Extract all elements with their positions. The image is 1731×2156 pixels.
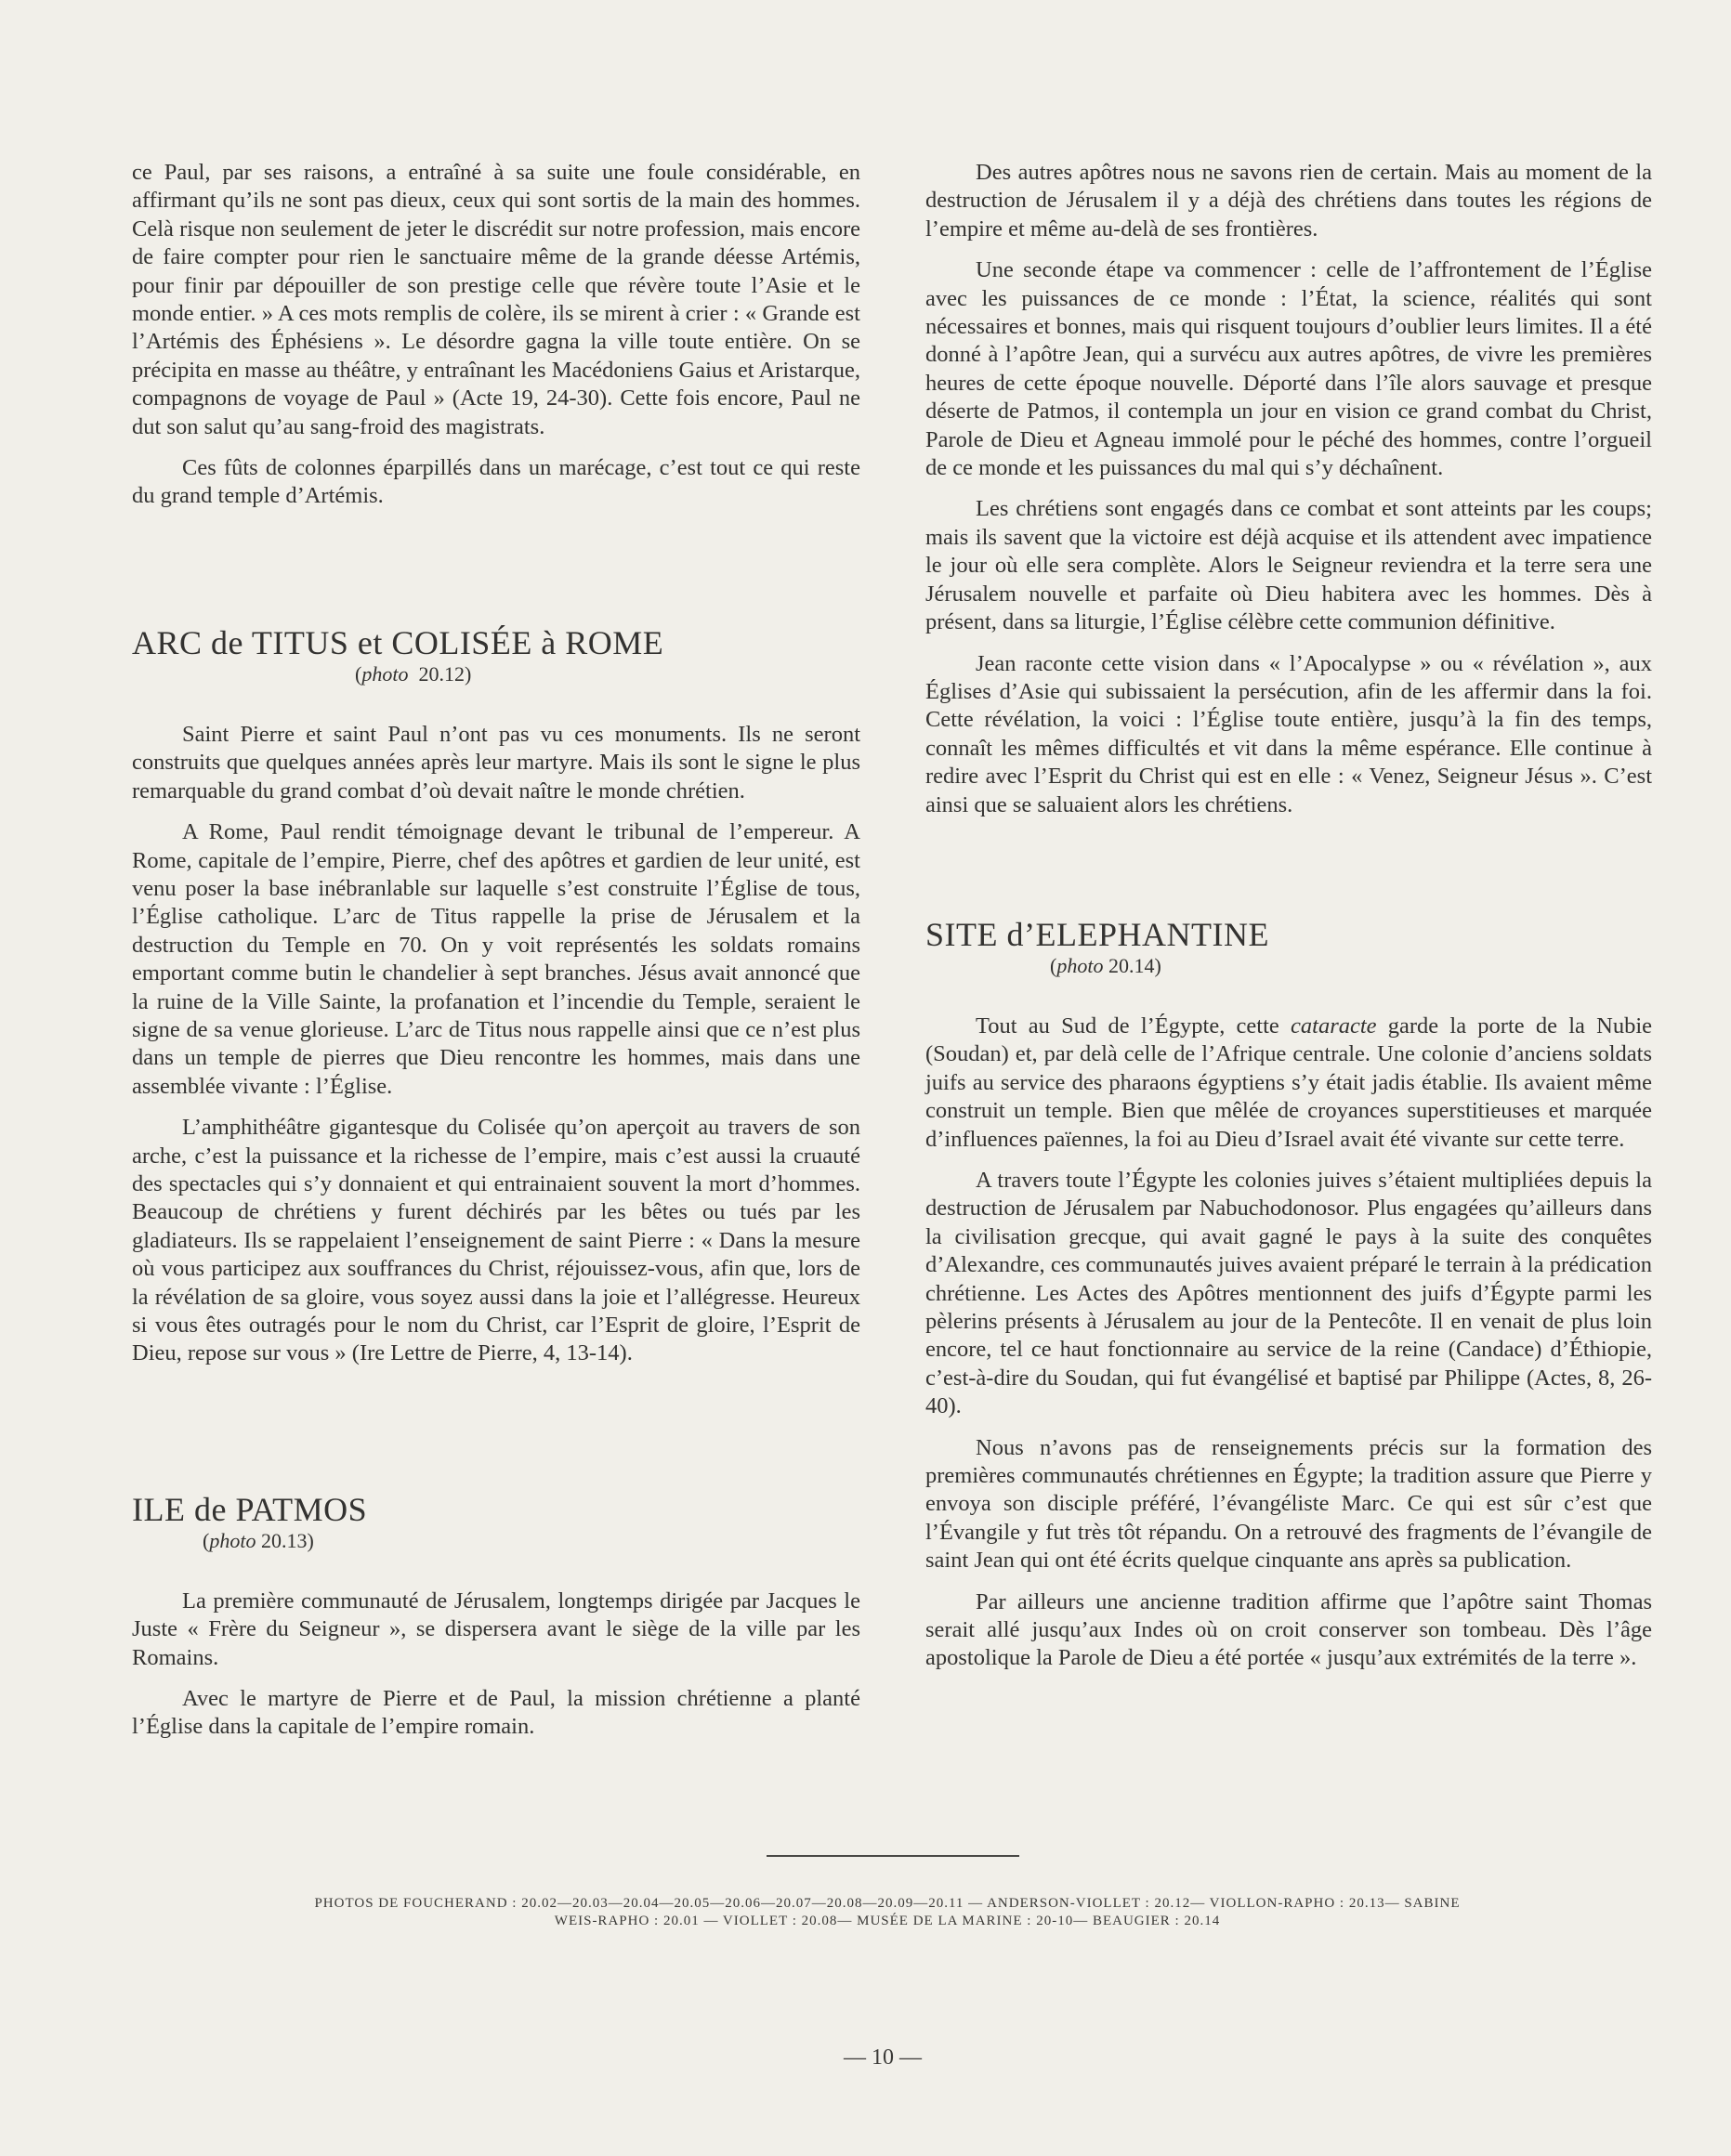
body-paragraph: L’amphithéâtre gigantesque du Colisée qu’on aperçoit au travers de son arche, c’est la puissance et la richesse de l’empire, mais c’est aussi la cruauté des spectacles qui s’y donnaient et qui entrainaient souvent la mort d’hommes. Beaucoup de chrétiens y furent déchirés par les bêtes ou tués par les gladiateurs. Ils se rappelaient l’enseignement de saint Pierre : « Dans la mesure où vous participez aux souffrances du Christ, réjouissez-vous, afin que, lors de la révélation de sa gloire, vous soyez aussi dans la joie et l’allégresse. Heureux si vous êtes outragés pour le nom du Christ, car l’Esprit de gloire, l’Esprit de Dieu, repose sur vous » (Ire Lettre de Pierre, 4, 13-14). [132,1115,860,1366]
credits-line: PHOTOS DE FOUCHERAND : 20.02—20.03—20.04—20.05—20.06—20.07—20.08—20.09—20.11 — ANDERSON-VIOLLET : 20.12— VIOLLON-RAPHO : 20.13— SABINE [314,1896,1461,1911]
photo-reference: (photo 20.14) [1050,953,1161,977]
body-paragraph: Des autres apôtres nous ne savons rien de certain. Mais au moment de la destruction de Jérusalem il y a déjà des chrétiens dans toutes les régions de l’empire et même au-delà de ses frontières. [925,160,1652,242]
page-number: — 10 — [844,2045,922,2070]
footer-rule [767,1855,1019,1857]
italic-term: cataracte [1291,1013,1377,1039]
photo-credits [158,1895,1617,1930]
section-title-elephantine: SITE d’ELEPHANTINE [925,915,1269,953]
right-column [925,159,1652,1686]
body-paragraph [925,1013,1652,1154]
body-paragraph: La première communauté de Jérusalem, longtemps dirigée par Jacques le Juste « Frère du Seigneur », se dispersera avant le siège de la ville par les Romains. [132,1588,860,1670]
photo-number: 20.13 [260,1528,308,1552]
photo-label: photo [209,1528,256,1552]
body-paragraph: Avec le martyre de Pierre et de Paul, la mission chrétienne a planté l’Église dans la capitale de l’empire romain. [132,1686,860,1740]
credits-line: WEIS-RAPHO : 20.01 — VIOLLET : 20.08— MUSÉE DE LA MARINE : 20-10— BEAUGIER : 20.14 [554,1914,1221,1928]
text-run: garde la porte de la Nubie (Soudan) et, par delà celle de l’Afrique centrale. Une colonie d’anciens soldats juifs au service des pharaons égyptiens s’y était jadis établie. Ils avaient même construit un temple. Bien que mêlée de croyances superstitieuses et marquée d’influences païennes, la foi au Dieu d’Israel avait été vivante sur cette terre. [925,1013,1652,1152]
section-title-patmos: ILE de PATMOS [132,1490,368,1528]
body-paragraph: Saint Pierre et saint Paul n’ont pas vu ces monuments. Ils ne seront construits que quelques années après leur martyre. Mais ils sont le signe le plus remarquable du grand combat d’où devait naître le monde chrétien. [132,721,860,804]
body-paragraph: Nous n’avons pas de renseignements précis sur la formation des premières communautés chrétiennes en Égypte; la tradition assure que Pierre y envoya son disciple préféré, l’évangéliste Marc. Ce qui est sûr c’est que l’Évangile y fut très tôt répandu. On a retrouvé des fragments de l’évangile de saint Jean qui ont été écrits quelque cinquante ans après sa publication. [925,1434,1652,1574]
body-paragraph: A travers toute l’Égypte les colonies juives s’étaient multipliées depuis la destruction de Jérusalem par Nabuchodonosor. Plus engagées qu’ailleurs dans la civilisation grecque, qui avait gagné le pays à la suite des conquêtes d’Alexandre, ces communautés juives avaient préparé le terrain à la prédication chrétienne. Les Actes des Apôtres mentionnent des juifs d’Égypte parmi les pèlerins présents à Jérusalem au jour de la Pentecôte. Il en venait de plus loin encore, tel ce haut fonctionnaire au service de la reine (Candace) d’Éthiopie, c’est-à-dire du Soudan, qui fut évangélisé et baptisé par Philippe (Actes, 8, 26-40). [925,1167,1652,1419]
body-paragraph: A Rome, Paul rendit témoignage devant le tribunal de l’empereur. A Rome, capitale de l’empire, Pierre, chef des apôtres et gardien de leur unité, est venu poser la base inébranlable sur laquelle s’est construite l’Église de tous, l’Église catholique. L’arc de Titus rappelle la prise de Jérusalem et la destruction du Temple en 70. On y voit représentés les soldats romains emportant comme butin le chandelier à sept branches. Jésus avait annoncé que la ruine de la Ville Sainte, la profanation et l’incendie du Temple, seraient le signe de sa venue glorieuse. L’arc de Titus nous rappelle ainsi que ce n’est plus dans un temple de pierres que Dieu rencontre les hommes, mais dans une assemblée vivante : l’Église. [132,819,860,1099]
body-paragraph: Jean raconte cette vision dans « l’Apocalypse » ou « révélation », aux Églises d’Asie qui subissaient la persécution, afin de les affermir dans la foi. Cette révélation, la voici : l’Église toute entière, jusqu’à la fin des temps, connaît les mêmes difficultés et vit dans la même espérance. Elle continue à redire avec l’Esprit du Christ qui est en elle : « Venez, Seigneur Jésus ». C’est ainsi que se saluaient alors les chrétiens. [925,650,1652,817]
body-paragraph: Ces fûts de colonnes éparpillés dans un marécage, c’est tout ce qui reste du grand temple d’Artémis. [132,455,860,509]
photo-number: 20.14 [1108,953,1155,977]
photo-label: photo [361,661,409,686]
photo-reference: (photo 20.12) [355,661,472,686]
text-run: Tout au Sud de l’Égypte, cette [976,1013,1292,1039]
body-paragraph: Par ailleurs une ancienne tradition affirme que l’apôtre saint Thomas serait allé jusqu’aux Indes où on croit conserver son tombeau. Dès l’âge apostolique la Parole de Dieu a été portée « jusqu’aux extrémités de la terre ». [925,1588,1652,1671]
photo-reference: (photo 20.13) [203,1528,314,1552]
section-title-titus: ARC de TITUS et COLISÉE à ROME [132,623,664,661]
body-paragraph: ce Paul, par ses raisons, a entraîné à sa suite une foule considérable, en affirmant qu’ils ne sont pas dieux, ceux qui sont sortis de la main des hommes. Celà risque non seulement de jeter le discrédit sur notre profession, mais encore de faire compter pour rien le sanctuaire même de la grande déesse Artémis, pour finir par dépouiller de son prestige celle que révère toute l’Asie et le monde entier. » A ces mots remplis de colère, ils se mirent à crier : « Grande est l’Artémis des Éphésiens ». Le désordre gagna la ville toute entière. On se précipita en masse au théâtre, y entraînant les Macédoniens Gaius et Aristarque, compagnons de voyage de Paul » (Acte 19, 24-30). Cette fois encore, Paul ne dut son salut qu’au sang-froid des magistrats. [132,160,860,439]
photo-number: 20.12 [418,661,465,686]
body-paragraph: Les chrétiens sont engagés dans ce combat et sont atteints par les coups; mais ils savent que la victoire est déjà acquise et ils attendent avec impatience le jour où elle sera complète. Alors le Seigneur reviendra et la terre sera une Jérusalem nouvelle et parfaite où Dieu habitera avec les hommes. Dès à présent, dans sa liturgie, l’Église célèbre cette communion définitive. [925,496,1652,635]
left-column [132,159,860,1755]
photo-label: photo [1056,953,1104,977]
body-paragraph: Une seconde étape va commencer : celle de l’affrontement de l’Église avec les puissances de ce monde : l’État, la science, réalités qui sont nécessaires et bonnes, mais qui risquent toujours d’oublier leurs limites. Il a été donné à l’apôtre Jean, qui a survécu aux autres apôtres, de vivre les premières heures de cette époque nouvelle. Déporté dans l’île alors sauvage et presque déserte de Patmos, il contempla un jour en vision ce grand combat du Christ, Parole de Dieu et Agneau immolé pour le péché des hommes, contre l’orgueil de ce monde et les puissances du mal qui s’y déchaînent. [925,257,1652,481]
